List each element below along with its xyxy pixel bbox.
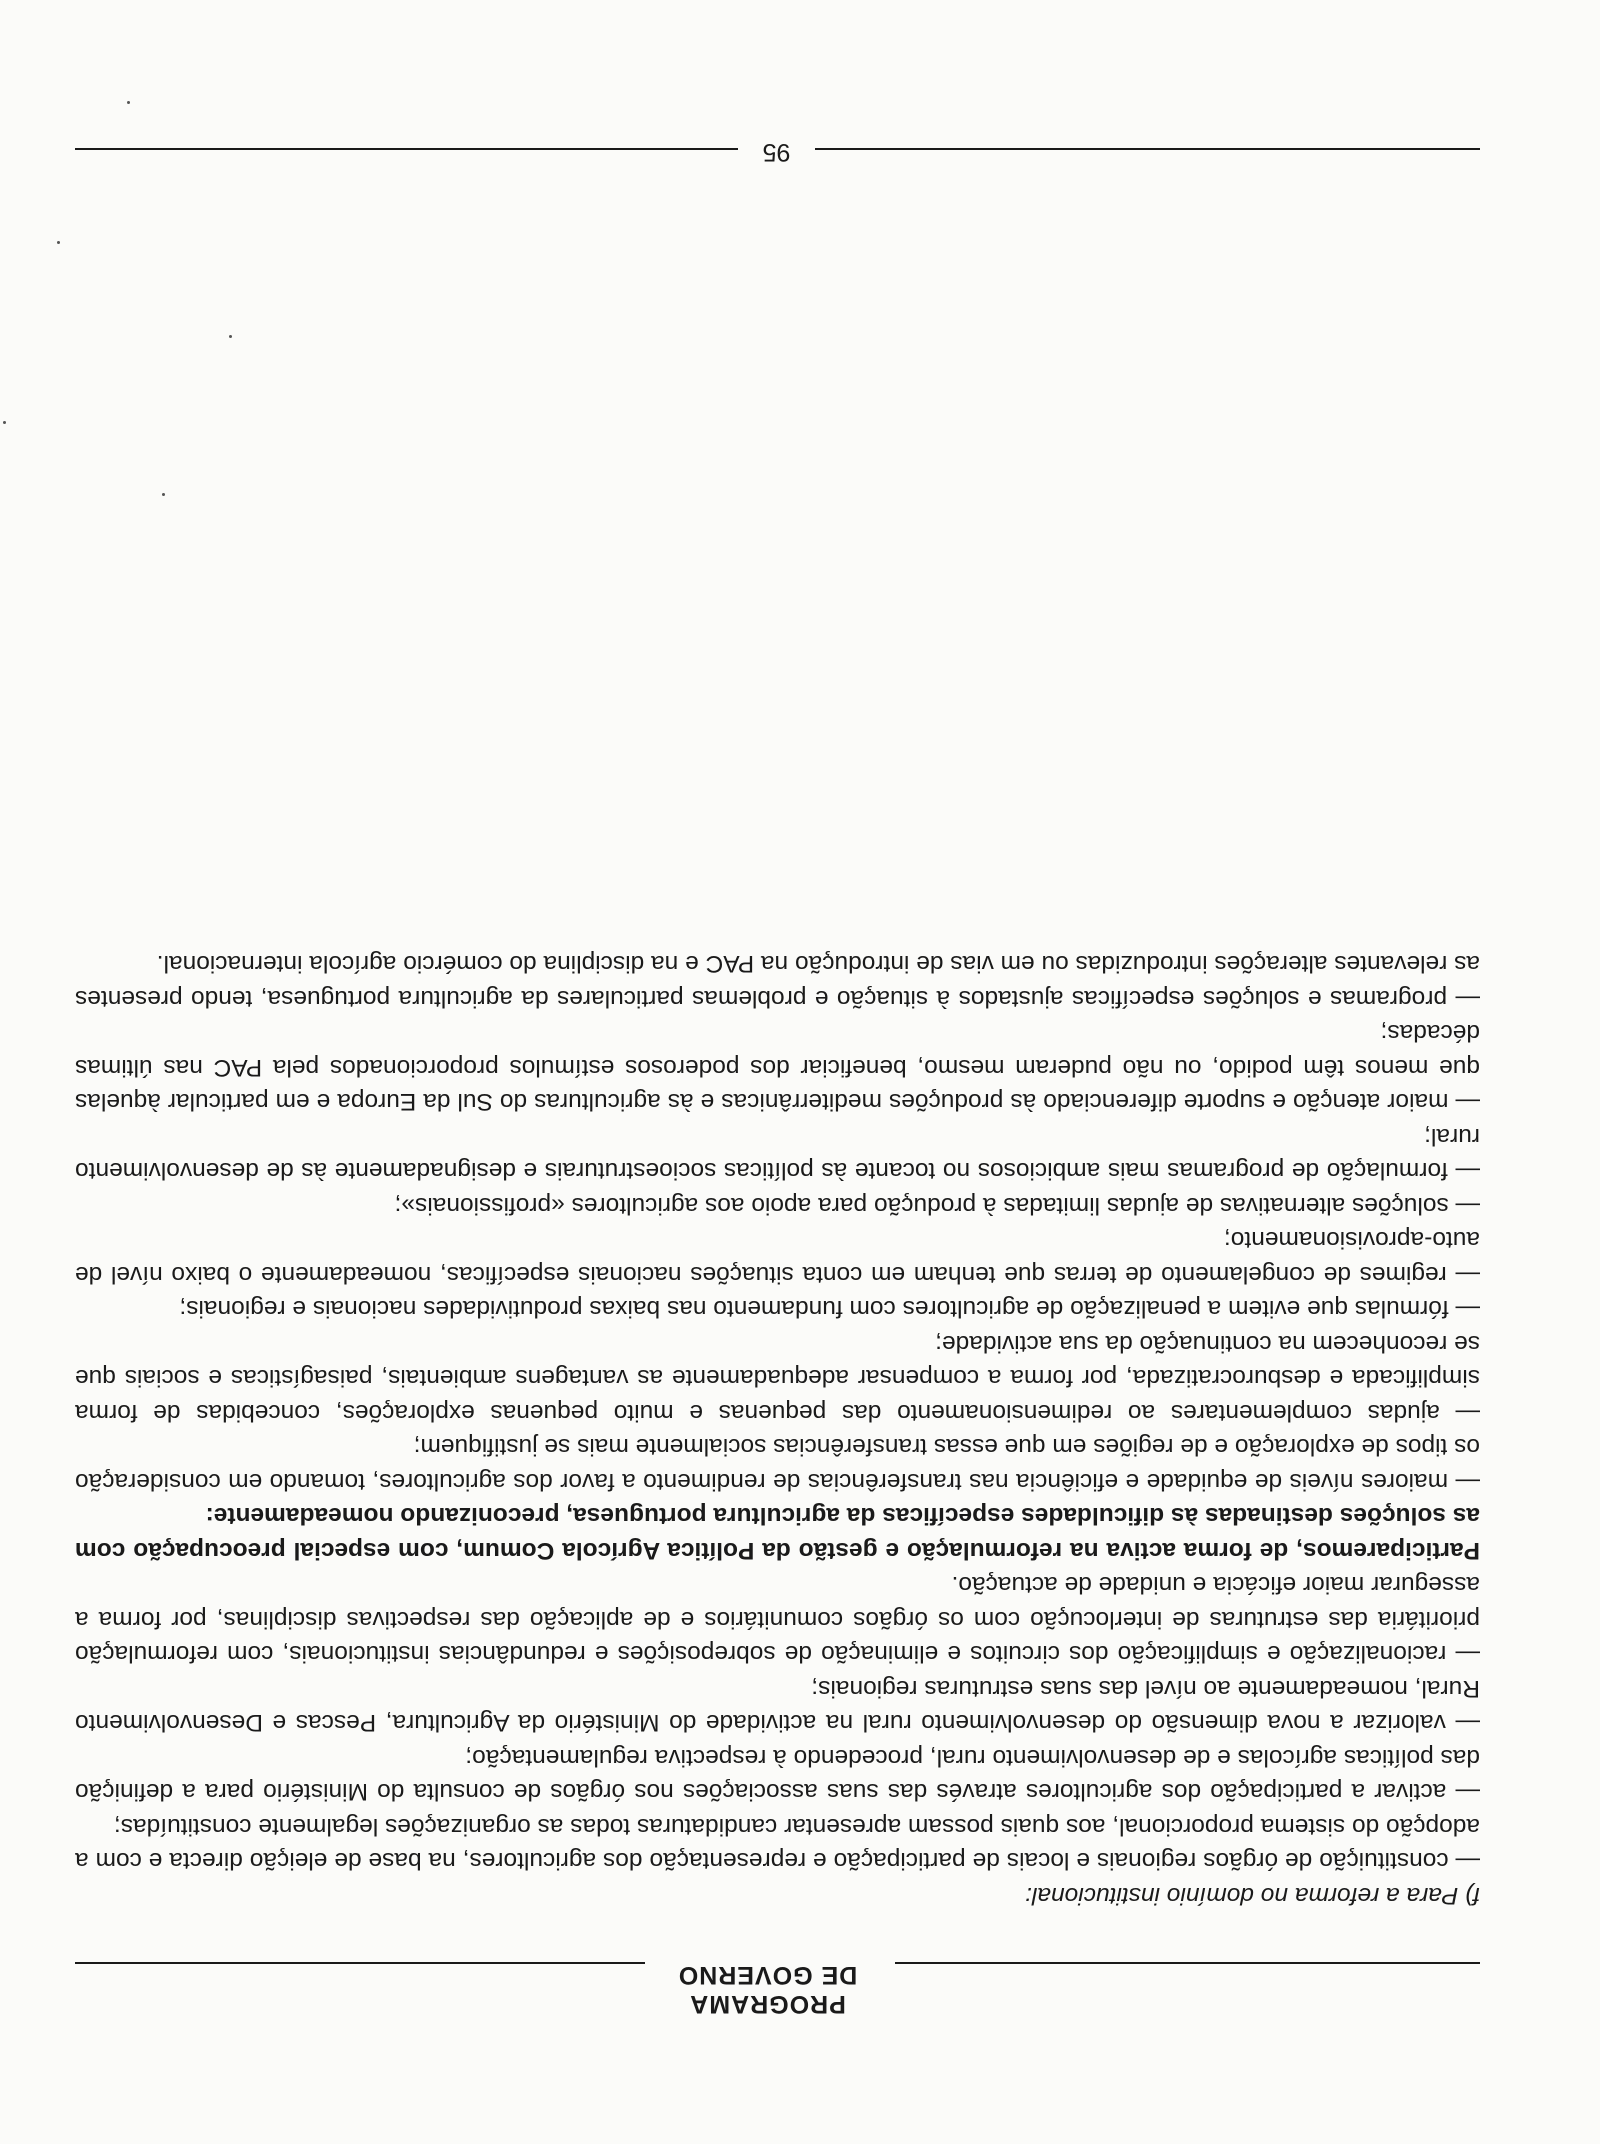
institutional-reform-list (75, 1567, 1480, 1878)
pac-proposals-list (75, 946, 1480, 1498)
page-header (75, 1958, 1480, 2018)
header-rule-left (895, 1962, 1480, 1964)
list-item: — valorizar a nova dimensão do desenvolvimento rural na actividade do Ministério da Agricultura, Pescas e Desenvolvimento Rural, nomeadamente ao nível das suas estruturas regionais; (75, 1675, 1480, 1737)
list-item: — soluções alternativas de ajudas limitadas à produção para apoio aos agricultores «profissionais»; (394, 1192, 1480, 1219)
list-item: — constituição de órgãos regionais e locais de participação e representação dos agricultores, na base de eleição directa e com a adopção do sistema proporcional, aos quais possam apresentar candidaturas todas as organizações legalmente constituídas; (75, 1813, 1480, 1875)
scan-speck (57, 241, 60, 244)
list-item: — regimes de congelamento de terras que tenham em conta situações nacionais específicas, nomeadamente o baixo nível de auto-aprovisionamento; (75, 1226, 1480, 1288)
running-title (655, 1960, 880, 2018)
scan-speck (162, 493, 165, 496)
header-rule-right (75, 1962, 645, 1964)
running-title-line-1: PROGRAMA (689, 1990, 846, 2018)
footer-rule-right (75, 148, 738, 150)
page-body (75, 946, 1480, 1912)
page-number: 95 (762, 138, 791, 166)
running-title-line-2: DE GOVERNO (677, 1961, 858, 1989)
scan-speck (127, 101, 130, 104)
list-item: — maiores níveis de equidade e eficiência nas transferências de rendimento a favor dos agricultores, tomando em consideração os tipos de exploração e de regiões em que essas transferências socialmente mais se justifiquem; (75, 1433, 1480, 1495)
list-item: — activar a participação dos agricultores através das suas associações nos órgãos de consulta do Ministério para a definição das políticas agrícolas e de desenvolvimento rural, procedendo à respectiva regulamentação; (75, 1744, 1480, 1806)
pac-intro-paragraph: Participaremos, de forma activa na reformulação e gestão da Política Agrícola Comum, com especial preocupação com as soluções destinadas às dificuldades específicas da agricultura portuguesa, preconizando nomeadamente: (75, 1502, 1480, 1564)
list-item: — ajudas complementares ao redimensionamento das pequenas e muito pequenas explorações, concebidas de forma simplificada e desburocratizada, por forma a compensar adequadamente as vantagens ambientais, paisagísticas e sociais que se reconhecem na continuação da sua actividade; (75, 1330, 1480, 1426)
page-footer (75, 136, 1480, 166)
list-item: — racionalização e simplificação dos circuitos e eliminação de sobreposições e redundâncias institucionais, com reformulação prioritária das estruturas de interlocução com os órgãos comunitários e de aplicação das respectivas disciplinas, por forma a assegurar maior eficácia e unidade de actuação. (75, 1571, 1480, 1668)
list-item: — maior atenção e suporte diferenciado às produções mediterrânicas e às agriculturas do Sul da Europa e em particular àquelas que menos têm podido, ou não puderam mesmo, beneficiar dos poderosos estímulos proporcionados pela PAC nas últimas décadas; (75, 1019, 1480, 1116)
footer-rule-left (815, 148, 1480, 150)
section-heading: f) Para a reforma no domínio institucional: (1025, 1882, 1480, 1909)
list-item: — fórmulas que evitem a penalização de agricultores com fundamento nas baixas produtividades nacionais e regionais; (179, 1295, 1480, 1323)
scan-speck (229, 335, 232, 338)
list-item: — programas e soluções específicas ajustados à situação e problemas particulares da agricultura portuguesa, tendo presentes as relevantes alterações introduzidas ou em vias de introdução na PAC e na disciplina do comércio agrícola internacional. (75, 950, 1480, 1012)
scan-speck (3, 421, 6, 424)
list-item: — formulação de programas mais ambiciosos no tocante às políticas socioestruturais e designadamente às de desenvolvimento rural; (75, 1123, 1480, 1185)
